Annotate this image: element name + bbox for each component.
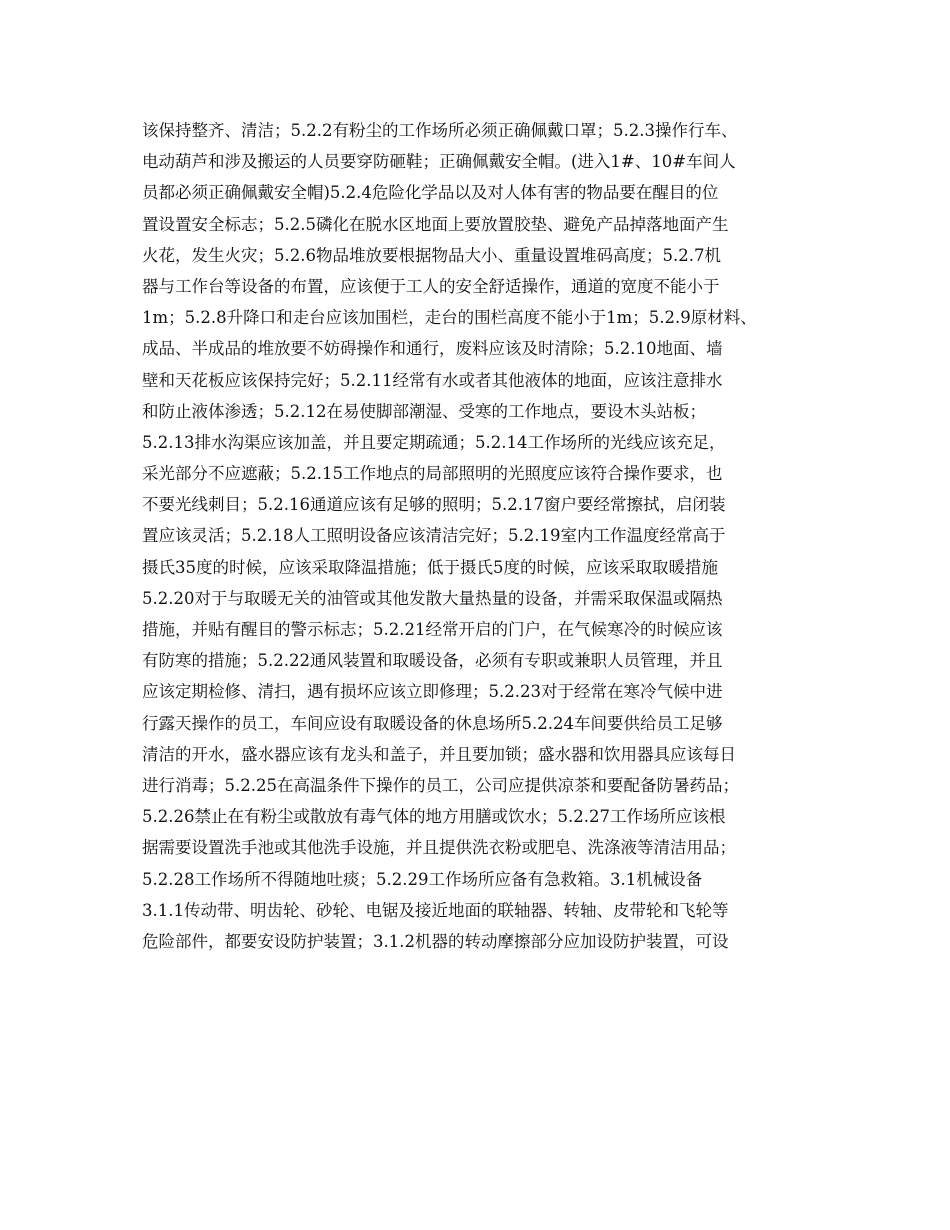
text-line: 采光部分不应遮蔽；5.2.15工作地点的局部照明的光照度应该符合操作要求，也 (142, 464, 723, 484)
text-line: 据需要设置洗手池或其他洗手设施，并且提供洗衣粉或肥皂、洗涤液等清洁用品； (142, 838, 736, 858)
text-line: 行露天操作的员工，车间应设有取暖设备的休息场所5.2.24车间要供给员工足够 (142, 713, 723, 733)
text-line: 置应该灵活；5.2.18人工照明设备应该清洁完好；5.2.19室内工作温度经常高于 (142, 526, 726, 546)
text-line: 3.1.1传动带、明齿轮、砂轮、电锯及接近地面的联轴器、转轴、皮带轮和飞轮等 (142, 900, 729, 920)
text-line: 电动葫芦和涉及搬运的人员要穿防砸鞋；正确佩戴安全帽。(进入1#、10#车间人 (142, 152, 736, 172)
text-line: 火花，发生火灾；5.2.6物品堆放要根据物品大小、重量设置堆码高度；5.2.7机 (142, 245, 721, 265)
text-line: 应该定期检修、清扫，遇有损坏应该立即修理；5.2.23对于经常在寒冷气候中进 (142, 682, 723, 702)
text-line: 器与工作台等设备的布置，应该便于工人的安全舒适操作，通道的宽度不能小于 (142, 276, 720, 296)
text-line: 摄氏35度的时候，应该采取降温措施；低于摄氏5度的时候，应该采取取暖措施 (142, 557, 718, 577)
text-line: 置设置安全标志；5.2.5磷化在脱水区地面上要放置胶垫、避免产品掉落地面产生 (142, 214, 729, 234)
text-line: 1m；5.2.8升降口和走台应该加围栏，走台的围栏高度不能小于1m；5.2.9原材料、 (142, 308, 757, 328)
text-line: 危险部件，都要安设防护装置；3.1.2机器的转动摩擦部分应加设防护装置，可设 (142, 931, 729, 951)
text-line: 壁和天花板应该保持完好；5.2.11经常有水或者其他液体的地面，应该注意排水 (142, 370, 723, 390)
text-line: 不要光线刺目；5.2.16通道应该有足够的照明；5.2.17窗户要经常擦拭，启闭装 (142, 495, 726, 515)
text-line: 5.2.28工作场所不得随地吐痰；5.2.29工作场所应备有急救箱。3.1机械设备 (142, 869, 703, 889)
text-line: 员都必须正确佩戴安全帽)5.2.4危险化学品以及对人体有害的物品要在醒目的位 (142, 183, 719, 203)
text-line: 成品、半成品的堆放要不妨碍操作和通行，废料应该及时清除；5.2.10地面、墙 (142, 339, 723, 359)
text-line: 清洁的开水，盛水器应该有龙头和盖子，并且要加锁；盛水器和饮用器具应该每日 (142, 744, 736, 764)
text-line: 措施，并贴有醒目的警示标志；5.2.21经常开启的门户，在气候寒冷的时候应该 (142, 620, 723, 639)
text-line: 该保持整齐、清洁；5.2.2有粉尘的工作场所必须正确佩戴口罩；5.2.3操作行车、 (142, 121, 738, 140)
body-text (142, 115, 822, 957)
text-line: 5.2.13排水沟渠应该加盖，并且要定期疏通；5.2.14工作场所的光线应该充足， (142, 432, 726, 452)
text-line: 5.2.20对于与取暖无关的油管或其他发散大量热量的设备，并需采取保温或隔热 (142, 588, 723, 608)
text-line: 5.2.26禁止在有粉尘或散放有毒气体的地方用膳或饮水；5.2.27工作场所应该根 (142, 807, 726, 827)
text-line: 和防止液体渗透；5.2.12在易使脚部潮湿、受寒的工作地点，要设木头站板； (142, 401, 706, 421)
text-line: 进行消毒；5.2.25在高温条件下操作的员工，公司应提供凉茶和要配备防暑药品； (142, 775, 739, 795)
text-line: 有防寒的措施；5.2.22通风装置和取暖设备，必须有专职或兼职人员管理，并且 (142, 651, 723, 671)
